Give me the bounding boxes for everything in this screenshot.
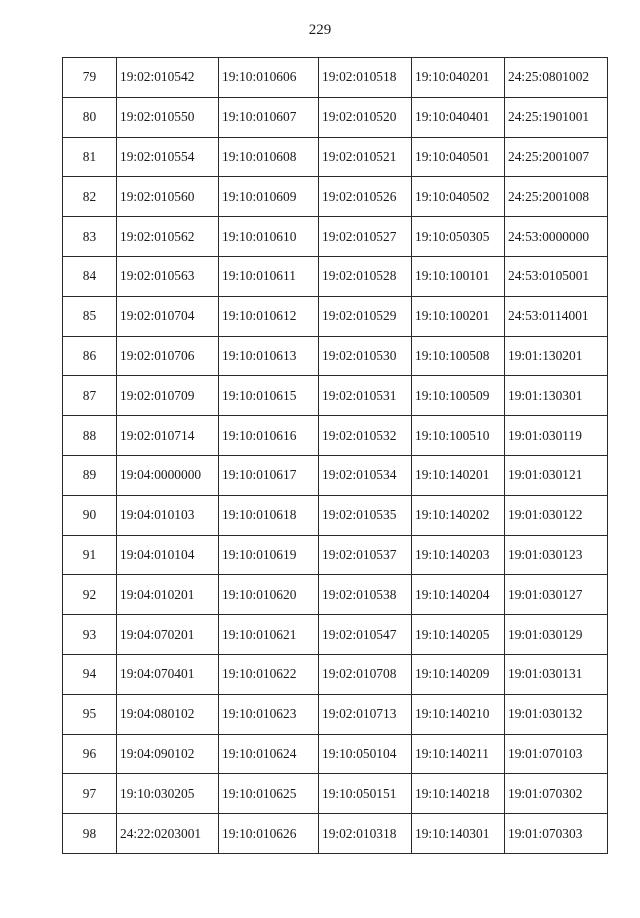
cadastral-number-cell: 19:10:040201 [412, 58, 505, 98]
row-number-cell: 81 [63, 137, 117, 177]
cadastral-number-cell: 19:10:010611 [219, 256, 319, 296]
row-number-cell: 93 [63, 615, 117, 655]
cadastral-number-cell: 19:04:070201 [117, 615, 219, 655]
cadastral-number-cell: 24:25:2001008 [505, 177, 608, 217]
cadastral-number-cell: 19:02:010547 [319, 615, 412, 655]
table-row [63, 336, 608, 376]
cadastral-number-cell: 19:10:140204 [412, 575, 505, 615]
table-row [63, 256, 608, 296]
table-row [63, 694, 608, 734]
cadastral-number-cell: 19:02:010518 [319, 58, 412, 98]
table-row [63, 774, 608, 814]
cadastral-number-cell: 19:04:070401 [117, 654, 219, 694]
cadastral-number-cell: 19:10:010607 [219, 97, 319, 137]
row-number-cell: 79 [63, 58, 117, 98]
row-number-cell: 98 [63, 814, 117, 854]
cadastral-number-cell: 19:04:0000000 [117, 455, 219, 495]
row-number-cell: 89 [63, 455, 117, 495]
cadastral-number-cell: 19:02:010521 [319, 137, 412, 177]
cadastral-number-cell: 19:02:010706 [117, 336, 219, 376]
cadastral-number-cell: 19:01:130301 [505, 376, 608, 416]
cadastral-number-cell: 24:53:0114001 [505, 296, 608, 336]
row-number-cell: 90 [63, 495, 117, 535]
cadastral-number-cell: 19:02:010538 [319, 575, 412, 615]
row-number-cell: 80 [63, 97, 117, 137]
cadastral-number-cell: 19:02:010562 [117, 217, 219, 257]
table-row [63, 376, 608, 416]
cadastral-number-cell: 19:10:010608 [219, 137, 319, 177]
table-row [63, 575, 608, 615]
cadastral-number-cell: 19:01:030119 [505, 416, 608, 456]
cadastral-number-cell: 19:01:030121 [505, 455, 608, 495]
table-row [63, 654, 608, 694]
cadastral-number-cell: 19:02:010532 [319, 416, 412, 456]
row-number-cell: 86 [63, 336, 117, 376]
cadastral-number-cell: 19:01:030123 [505, 535, 608, 575]
cadastral-number-cell: 19:10:010612 [219, 296, 319, 336]
row-number-cell: 87 [63, 376, 117, 416]
cadastral-number-cell: 19:10:050305 [412, 217, 505, 257]
cadastral-number-cell: 19:10:010622 [219, 654, 319, 694]
table-row [63, 455, 608, 495]
cadastral-number-cell: 19:10:040502 [412, 177, 505, 217]
cadastral-number-cell: 19:10:100508 [412, 336, 505, 376]
cadastral-number-cell: 19:10:010610 [219, 217, 319, 257]
table-body [63, 58, 608, 854]
cadastral-number-cell: 19:02:010709 [117, 376, 219, 416]
row-number-cell: 96 [63, 734, 117, 774]
table-row [63, 416, 608, 456]
cadastral-number-cell: 19:10:040401 [412, 97, 505, 137]
cadastral-number-cell: 19:10:050151 [319, 774, 412, 814]
cadastral-number-cell: 19:02:010526 [319, 177, 412, 217]
row-number-cell: 82 [63, 177, 117, 217]
cadastral-number-cell: 19:04:080102 [117, 694, 219, 734]
cadastral-number-cell: 19:01:030122 [505, 495, 608, 535]
cadastral-number-cell: 24:25:2001007 [505, 137, 608, 177]
cadastral-number-cell: 19:02:010318 [319, 814, 412, 854]
cadastral-number-cell: 19:10:100510 [412, 416, 505, 456]
table-row [63, 535, 608, 575]
cadastral-number-cell: 19:02:010535 [319, 495, 412, 535]
cadastral-number-cell: 19:10:010606 [219, 58, 319, 98]
cadastral-number-cell: 19:10:010619 [219, 535, 319, 575]
row-number-cell: 83 [63, 217, 117, 257]
cadastral-number-cell: 19:02:010563 [117, 256, 219, 296]
cadastral-number-cell: 19:02:010537 [319, 535, 412, 575]
cadastral-number-cell: 19:02:010530 [319, 336, 412, 376]
table-row [63, 137, 608, 177]
cadastral-number-cell: 19:01:070302 [505, 774, 608, 814]
table-row [63, 734, 608, 774]
cadastral-number-cell: 19:04:090102 [117, 734, 219, 774]
cadastral-number-cell: 19:10:100201 [412, 296, 505, 336]
cadastral-number-cell: 24:25:0801002 [505, 58, 608, 98]
cadastral-number-cell: 19:01:030127 [505, 575, 608, 615]
cadastral-number-cell: 19:02:010550 [117, 97, 219, 137]
cadastral-number-cell: 19:10:010617 [219, 455, 319, 495]
cadastral-number-cell: 19:10:010615 [219, 376, 319, 416]
cadastral-number-cell: 19:02:010520 [319, 97, 412, 137]
cadastral-number-cell: 19:01:030132 [505, 694, 608, 734]
row-number-cell: 91 [63, 535, 117, 575]
cadastral-number-cell: 19:02:010529 [319, 296, 412, 336]
cadastral-number-cell: 19:10:050104 [319, 734, 412, 774]
cadastral-number-cell: 19:02:010542 [117, 58, 219, 98]
cadastral-number-cell: 19:01:070103 [505, 734, 608, 774]
cadastral-number-cell: 19:10:140202 [412, 495, 505, 535]
table-row [63, 97, 608, 137]
cadastral-number-cell: 19:02:010713 [319, 694, 412, 734]
table-row [63, 58, 608, 98]
cadastral-number-cell: 19:10:010616 [219, 416, 319, 456]
cadastral-number-cell: 19:04:010201 [117, 575, 219, 615]
cadastral-quarters-table [62, 57, 608, 854]
cadastral-number-cell: 19:10:140201 [412, 455, 505, 495]
cadastral-number-cell: 19:10:140210 [412, 694, 505, 734]
cadastral-number-cell: 19:10:030205 [117, 774, 219, 814]
table-row [63, 177, 608, 217]
cadastral-number-cell: 19:10:140301 [412, 814, 505, 854]
cadastral-number-cell: 19:10:010618 [219, 495, 319, 535]
cadastral-number-cell: 19:10:010625 [219, 774, 319, 814]
table-row [63, 217, 608, 257]
row-number-cell: 94 [63, 654, 117, 694]
cadastral-number-cell: 19:04:010104 [117, 535, 219, 575]
row-number-cell: 85 [63, 296, 117, 336]
row-number-cell: 84 [63, 256, 117, 296]
cadastral-number-cell: 19:01:030129 [505, 615, 608, 655]
cadastral-number-cell: 24:53:0105001 [505, 256, 608, 296]
cadastral-number-cell: 19:10:010613 [219, 336, 319, 376]
table-row [63, 296, 608, 336]
cadastral-number-cell: 19:02:010528 [319, 256, 412, 296]
table-row [63, 814, 608, 854]
cadastral-number-cell: 19:02:010534 [319, 455, 412, 495]
cadastral-number-cell: 24:25:1901001 [505, 97, 608, 137]
cadastral-number-cell: 24:22:0203001 [117, 814, 219, 854]
cadastral-number-cell: 19:01:130201 [505, 336, 608, 376]
cadastral-number-cell: 19:10:140211 [412, 734, 505, 774]
cadastral-number-cell: 19:10:010620 [219, 575, 319, 615]
table-row [63, 495, 608, 535]
cadastral-number-cell: 19:10:140209 [412, 654, 505, 694]
row-number-cell: 88 [63, 416, 117, 456]
cadastral-number-cell: 19:10:100509 [412, 376, 505, 416]
cadastral-number-cell: 19:10:010623 [219, 694, 319, 734]
cadastral-number-cell: 19:02:010560 [117, 177, 219, 217]
cadastral-number-cell: 19:10:100101 [412, 256, 505, 296]
cadastral-number-cell: 19:10:140205 [412, 615, 505, 655]
table-row [63, 615, 608, 655]
cadastral-number-cell: 19:10:140203 [412, 535, 505, 575]
page-number: 229 [308, 22, 332, 38]
cadastral-number-cell: 24:53:0000000 [505, 217, 608, 257]
cadastral-number-cell: 19:10:010621 [219, 615, 319, 655]
row-number-cell: 95 [63, 694, 117, 734]
cadastral-number-cell: 19:01:070303 [505, 814, 608, 854]
cadastral-number-cell: 19:01:030131 [505, 654, 608, 694]
cadastral-number-cell: 19:10:010609 [219, 177, 319, 217]
cadastral-number-cell: 19:10:010626 [219, 814, 319, 854]
cadastral-number-cell: 19:02:010554 [117, 137, 219, 177]
cadastral-number-cell: 19:02:010704 [117, 296, 219, 336]
cadastral-number-cell: 19:10:010624 [219, 734, 319, 774]
cadastral-number-cell: 19:02:010527 [319, 217, 412, 257]
row-number-cell: 97 [63, 774, 117, 814]
row-number-cell: 92 [63, 575, 117, 615]
cadastral-number-cell: 19:10:140218 [412, 774, 505, 814]
cadastral-number-cell: 19:02:010714 [117, 416, 219, 456]
cadastral-number-cell: 19:10:040501 [412, 137, 505, 177]
cadastral-number-cell: 19:02:010531 [319, 376, 412, 416]
cadastral-number-cell: 19:04:010103 [117, 495, 219, 535]
cadastral-number-cell: 19:02:010708 [319, 654, 412, 694]
